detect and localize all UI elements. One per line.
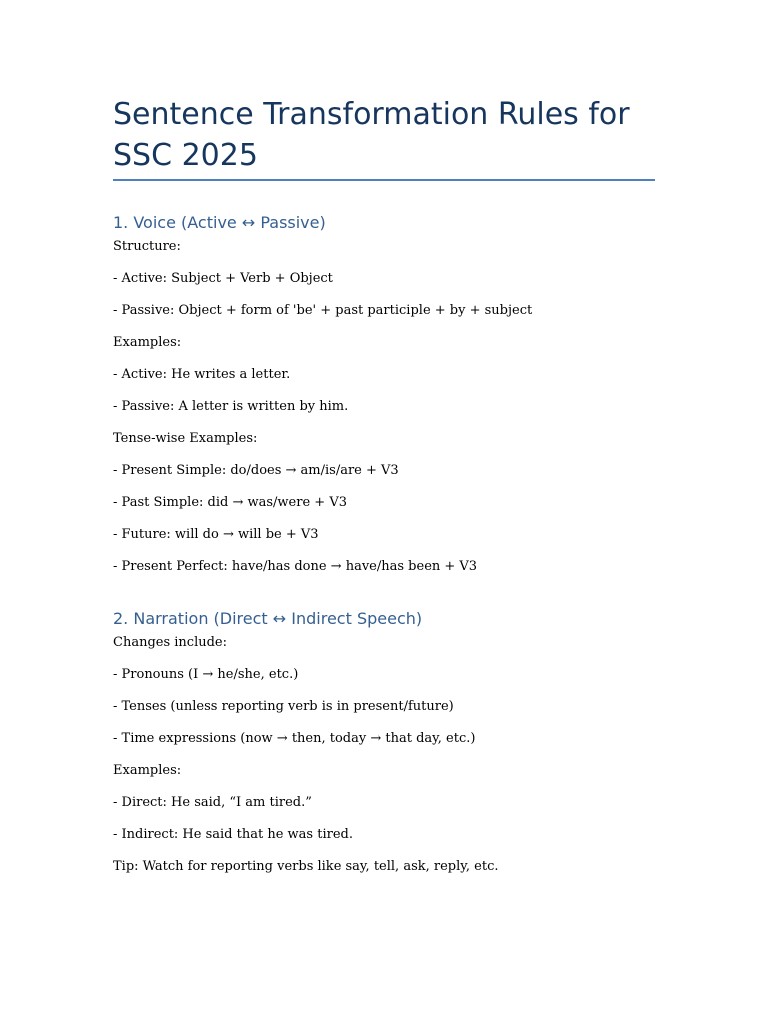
paragraph: Structure:	[113, 239, 181, 254]
document-title: Sentence Transformation Rules for SSC 2025	[113, 97, 630, 173]
title-underline	[113, 179, 655, 181]
paragraph: - Passive: Object + form of 'be' + past participle + by + subject	[113, 303, 533, 318]
section-heading-voice: 1. Voice (Active ↔ Passive)	[113, 213, 326, 232]
paragraph: - Pronouns (I → he/she, etc.)	[113, 667, 299, 682]
paragraph: Examples:	[113, 335, 182, 350]
paragraph: - Present Simple: do/does → am/is/are + V3	[113, 463, 399, 478]
paragraph: Examples:	[113, 763, 182, 778]
paragraph: - Past Simple: did → was/were + V3	[113, 495, 347, 510]
paragraph: - Active: Subject + Verb + Object	[113, 271, 333, 286]
paragraph: - Time expressions (now → then, today → that day, etc.)	[113, 731, 476, 746]
paragraph: Tense-wise Examples:	[113, 431, 258, 446]
paragraph: - Future: will do → will be + V3	[113, 527, 319, 542]
paragraph: - Active: He writes a letter.	[113, 367, 291, 382]
paragraph: - Passive: A letter is written by him.	[113, 399, 349, 414]
paragraph: Tip: Watch for reporting verbs like say, tell, ask, reply, etc.	[113, 859, 499, 874]
paragraph: Changes include:	[113, 635, 227, 650]
paragraph: - Tenses (unless reporting verb is in present/future)	[113, 699, 454, 714]
paragraph: - Indirect: He said that he was tired.	[113, 827, 353, 842]
section-heading-narration: 2. Narration (Direct ↔ Indirect Speech)	[113, 609, 423, 628]
paragraph: - Present Perfect: have/has done → have/has been + V3	[113, 559, 478, 574]
paragraph: - Direct: He said, “I am tired.”	[113, 795, 312, 810]
